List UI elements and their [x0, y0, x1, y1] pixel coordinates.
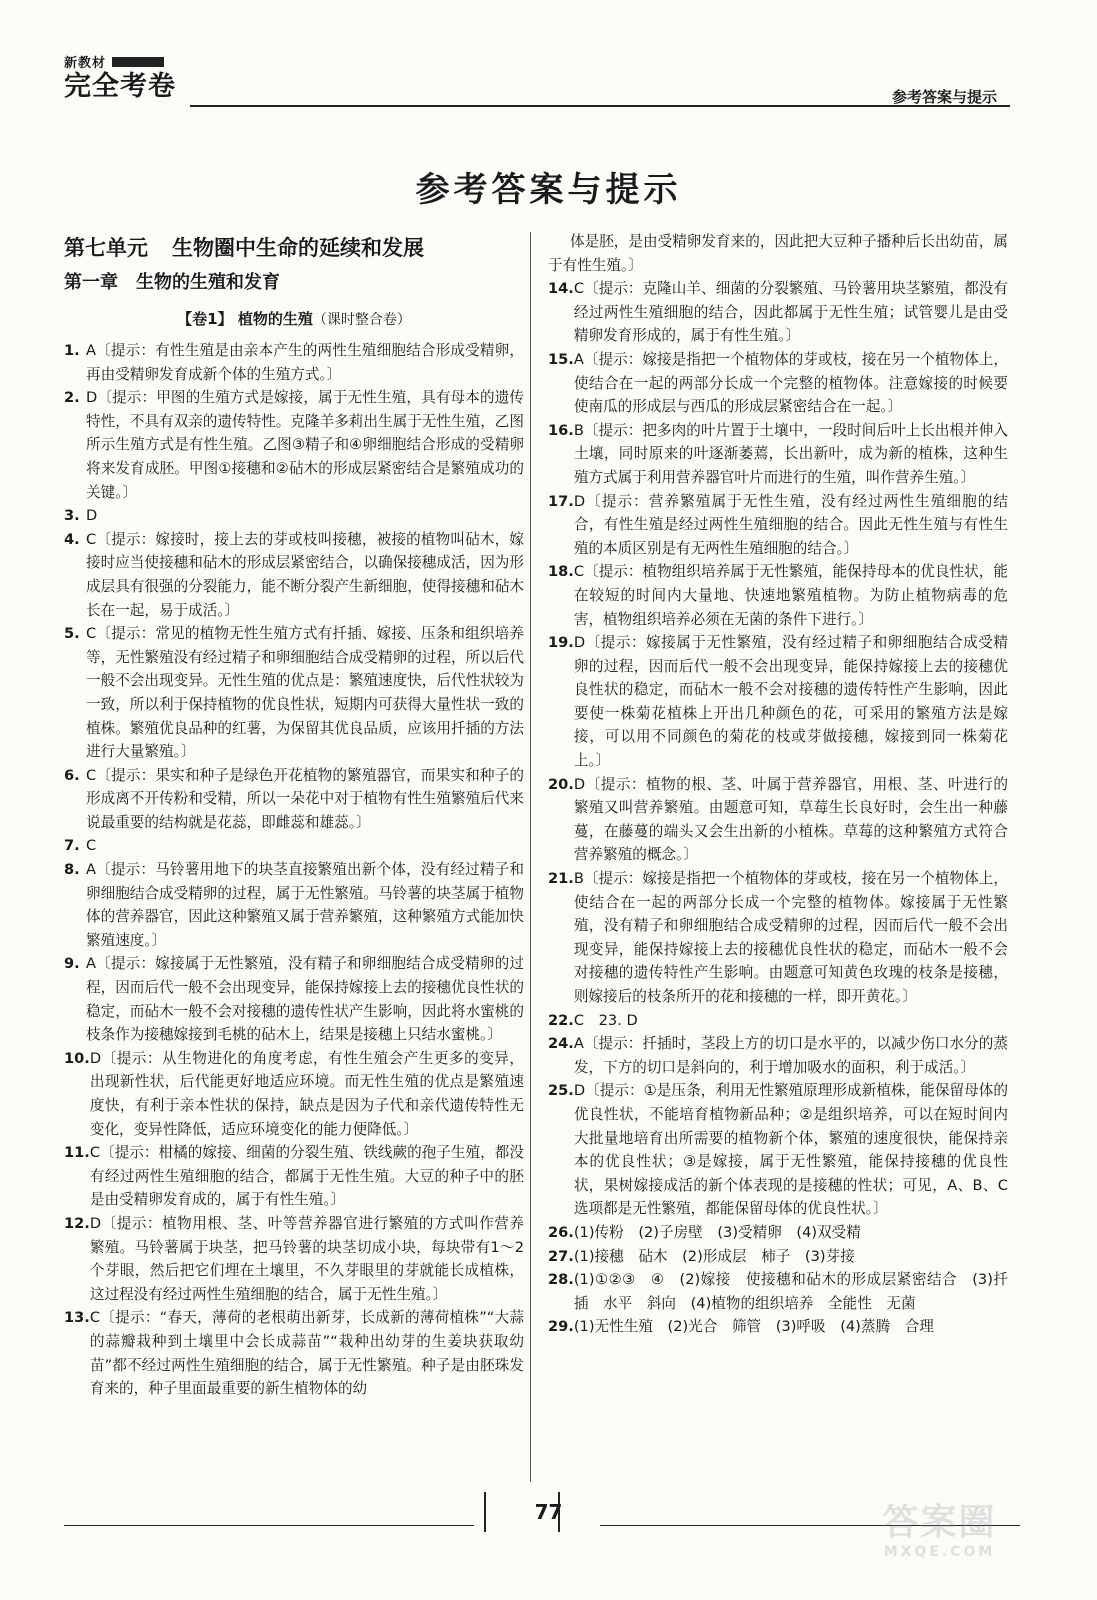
answer-number: 22.	[548, 1011, 574, 1029]
section-label: 【卷1】	[177, 310, 233, 328]
page-number: 77	[534, 1500, 563, 1524]
header-section-title: 参考答案与提示	[891, 88, 997, 106]
answer-item	[548, 277, 1008, 348]
answer-number: 16.	[548, 421, 574, 439]
answer-item	[64, 1212, 524, 1306]
answer-item	[64, 1141, 524, 1212]
answer-item	[548, 1268, 1008, 1315]
answer-text: C〔提示：果实和种子是绿色开花植物的繁殖器官，而果实和种子的形成离不开传粉和受精，所以一朵花中对于植物有性生殖繁殖后代来说最重要的结构就是花蕊，即雌蕊和雄蕊。〕	[86, 766, 524, 831]
answer-number: 21.	[548, 870, 574, 888]
answer-item	[548, 560, 1008, 631]
answer-item	[548, 419, 1008, 490]
chapter-label: 第一章	[64, 272, 118, 293]
right-answer-list	[548, 277, 1008, 1339]
answer-text: A〔提示：嫁接是指把一个植物体的芽或枝，接在另一个植物体上，使结合在一起的两部分长成一个完整的植物体。注意嫁接的时候要使南瓜的形成层与西瓜的形成层紧密结合在一起。〕	[573, 350, 1008, 416]
answer-number: 6.	[64, 766, 80, 784]
answer-number: 24.	[548, 1035, 574, 1053]
header-rule	[190, 105, 1010, 107]
answer-text: C〔提示：嫁接时，接上去的芽或枝叫接穗，被接的植物叫砧木，嫁接时应当使接穗和砧木的形成层紧密结合，以确保接穗成活，因为形成层具有很强的分裂能力，能不断分裂产生新细胞，使得接穗和砧木长在一起，易于成活。〕	[86, 530, 524, 619]
answer-number: 28.	[548, 1271, 574, 1289]
answer-item	[548, 1315, 1008, 1339]
answer-number: 9.	[64, 955, 80, 973]
answer-item	[64, 386, 524, 504]
answer-text: C〔提示：柑橘的嫁接、细菌的分裂生殖、铁线蕨的孢子生殖，都没有经过两性生殖细胞的结合，都属于无性生殖。大豆的种子中的胚是由受精卵发育成的，属于有性生殖。〕	[89, 1144, 524, 1209]
answer-item	[64, 952, 524, 1046]
answer-number: 15.	[548, 350, 574, 368]
chapter-title	[64, 266, 524, 300]
answer-text: D〔提示：营养繁殖属于无性生殖，没有经过两性生殖细胞的结合，有性生殖是经过两性生殖细胞的结合。因此无性生殖与有性生殖的本质区别是有无两性生殖细胞的结合。〕	[573, 492, 1008, 557]
brand-small-text: 新教材	[64, 56, 107, 71]
answer-text: D〔提示：甲图的生殖方式是嫁接，属于无性生殖，具有母本的遗传特性，不具有双亲的遗传特性。克隆羊多莉出生属于无性生殖，乙图所示生殖方式是有性生殖。乙图③精子和④卵细胞结合形成的受精卵将来发育成胚。甲图①接穗和②砧木的形成层紧密结合是繁殖成功的关键。〕	[86, 389, 524, 501]
watermark-url: MXQE.COM	[883, 1544, 996, 1560]
answer-number: 19.	[548, 634, 574, 652]
answer-text: D〔提示：嫁接属于无性繁殖，没有经过精子和卵细胞结合成受精卵的过程，因而后代一般不会出现变异，能保持嫁接上去的接穗优良性状的稳定，而砧木一般不会对接穗的遗传特性产生影响，因此要使一株菊花植株上开出几种颜色的花，可采用的繁殖方法是嫁接，可以用不同颜色的菊花的枝或芽做接穗，嫁接到同一株菊花上。〕	[573, 634, 1008, 770]
answer-text: (1)无性生殖 (2)光合 筛管 (3)呼吸 (4)蒸腾 合理	[573, 1318, 934, 1336]
answer-text: A〔提示：嫁接属于无性繁殖，没有精子和卵细胞结合成受精卵的过程，因而后代一般不会出现变异，能保持嫁接上去的接穗优良性状的稳定，而砧木一般不会对接穗的遗传性状产生影响，因此将水蜜桃的枝条作为接穗嫁接到毛桃的砧木上，结果是接穗上只结水蜜桃。〕	[86, 955, 524, 1044]
answer-number: 13.	[64, 1309, 90, 1327]
answer-item	[64, 528, 524, 622]
column-divider	[530, 232, 531, 1482]
answer-text: A〔提示：扦插时，茎段上方的切口是水平的，以减少伤口水分的蒸发，下方的切口是斜向的，利于增加吸水的面积，利于成活。〕	[573, 1035, 1008, 1076]
answer-number: 20.	[548, 775, 574, 793]
brand-big-text: 完全考卷	[64, 71, 176, 102]
answer-text: (1)接穗 砧木 (2)形成层 柿子 (3)芽接	[573, 1247, 855, 1265]
answer-text: A〔提示：马铃薯用地下的块茎直接繁殖出新个体，没有经过精子和卵细胞结合成受精卵的过程，属于无性繁殖。马铃薯的块茎属于植物体的营养器官，因此这种繁殖又属于营养繁殖，这种繁殖方式能加快繁殖速度。〕	[86, 861, 524, 949]
answer-text: D〔提示：①是压条，利用无性繁殖原理形成新植株，能保留母体的优良性状，不能培育植物新品种；②是组织培养，可以在短时间内大批量地培育出所需要的植物新个体，繁殖的速度很快，能保持亲本的优良性状；③是嫁接，属于无性繁殖，能保持接穗的优良性状，果树嫁接成活的新个体表现的是接穗的性状；可见，A、B、C选项都是无性繁殖，都能保留母体的优良性状。〕	[573, 1082, 1008, 1218]
answer-text: C〔提示：常见的植物无性生殖方式有扦插、嫁接、压条和组织培养等，无性繁殖没有经过精子和卵细胞结合成受精卵的过程，所以后代一般不会出现变异。无性生殖的优点是：繁殖速度快，后代性状较为一致，所以利于保持植物的优良性状，短期内可获得大量性状一致的植株。繁殖优良品种的红薯，为保留其优良品质，应该用扦插的方法进行大量繁殖。〕	[86, 625, 524, 761]
answer-item	[548, 631, 1008, 773]
answer-item	[548, 348, 1008, 419]
left-column	[64, 230, 524, 1401]
footer-rule-left	[64, 1525, 474, 1526]
section-sub: （课时整合卷）	[312, 312, 411, 328]
site-watermark	[852, 1502, 1027, 1572]
answer-number: 17.	[548, 492, 574, 510]
page-title: 参考答案与提示	[415, 170, 682, 210]
answer-text: B〔提示：嫁接是指把一个植物体的芽或枝，接在另一个植物体上，使结合在一起的两部分长成一个完整的植物体。嫁接属于无性繁殖，没有精子和卵细胞结合成受精卵的过程，因而后代一般不会出现变异，能保持嫁接上去的接穗优良性状的稳定，而砧木一般不会对接穗的遗传特性产生影响。由题意可知黄色玫瑰的枝条是接穗，则嫁接后的枝条所开的花和接穗的一样，即开黄花。〕	[573, 870, 1008, 1005]
answer-text: B〔提示：把多肉的叶片置于土壤中，一段时间后叶上长出根并伸入土壤，同时原来的叶逐渐萎蔫，长出新叶，成为新的植株，这种生殖方式属于利用营养器官叶片而进行的生殖，叫作营养生殖。〕	[573, 421, 1008, 486]
answer-item	[548, 1245, 1008, 1269]
answer-number: 8.	[64, 861, 80, 879]
answer-number: 12.	[64, 1214, 90, 1232]
answer-text: C〔提示：“春天，薄荷的老根萌出新芽，长成新的薄荷植株”“大蒜的蒜瓣栽种到土壤里中会长成蒜苗”“栽种出幼芽的生姜块获取幼苗”都不经过两性生殖细胞的结合，属于无性繁殖。种子是由胚珠发育来的，种子里面最重要的新生植物体的幼	[89, 1309, 524, 1398]
chapter-name: 生物的生殖和发育	[136, 272, 280, 293]
answer-text: C〔提示：克隆山羊、细菌的分裂繁殖、马铃薯用块茎繁殖，都没有经过两性生殖细胞的结合，因此都属于无性生殖；试管婴儿是由受精卵发育形成的，属于有性生殖。〕	[573, 280, 1008, 345]
answer-text: C	[86, 837, 97, 855]
answer-text: (1)传粉 (2)子房壁 (3)受精卵 (4)双受精	[573, 1223, 861, 1241]
answer-number: 29.	[548, 1318, 574, 1336]
answer-text: D〔提示：植物的根、茎、叶属于营养器官，用根、茎、叶进行的繁殖又叫营养繁殖。由题意可知，草莓生长良好时，会生出一种藤蔓，在藤蔓的端头又会生出新的小植株。草莓的这种繁殖方式符合营养繁殖的概念。〕	[573, 775, 1008, 864]
answer-number: 26.	[548, 1223, 574, 1241]
answer-item	[64, 1047, 524, 1141]
answer-text: C〔提示：植物组织培养属于无性繁殖，能保持母本的优良性状，能在较短的时间内大量地、快速地繁殖植物。为防止植物病毒的危害，植物组织培养必须在无菌的条件下进行。〕	[573, 563, 1008, 628]
answer-number: 3.	[64, 507, 80, 525]
answer-item	[548, 1221, 1008, 1245]
unit-name: 生物圈中生命的延续和发展	[172, 236, 424, 260]
answer-text: (1)①②③ ④ (2)嫁接 使接穗和砧木的形成层紧密结合 (3)扦插 水平 斜向 (4)植物的组织培养 全能性 无菌	[573, 1271, 1008, 1312]
answer-continuation: 体是胚，是由受精卵发育来的，因此把大豆种子播种后长出幼苗，属于有性生殖。〕	[548, 233, 1008, 274]
answer-item	[64, 858, 524, 952]
answer-item	[64, 764, 524, 835]
answer-text: D〔提示：从生物进化的角度考虑，有性生殖会产生更多的变异，出现新性状，后代能更好地适应环境。而无性生殖的优点是繁殖速度快，有利于亲本性状的保持，缺点是因为子代和亲代遗传特性无变化，变异性降低，适应环境变化的能力便降低。〕	[89, 1049, 524, 1138]
brand-decor-bar	[112, 57, 164, 67]
answer-item	[548, 867, 1008, 1009]
answer-text: C 23. D	[573, 1011, 638, 1029]
answer-number: 25.	[548, 1082, 574, 1100]
answer-item	[548, 1079, 1008, 1221]
footer-bar-right	[558, 1492, 560, 1532]
answer-item	[64, 622, 524, 764]
answer-item	[64, 339, 524, 386]
answer-number: 18.	[548, 563, 574, 581]
right-column	[548, 230, 1008, 1339]
left-answer-list	[64, 339, 524, 1401]
unit-label: 第七单元	[64, 236, 148, 260]
answer-item	[548, 773, 1008, 867]
answer-number: 10.	[64, 1049, 90, 1067]
answer-item	[548, 490, 1008, 561]
answer-item	[64, 834, 524, 858]
answer-text: D〔提示：植物用根、茎、叶等营养器官进行繁殖的方式叫作营养繁殖。马铃薯属于块茎，把马铃薯的块茎切成小块，每块带有1～2个芽眼，然后把它们埋在土壤里，不久芽眼里的芽就能长成植株，这过程没有经过两性生殖细胞的结合，属于无性生殖。〕	[89, 1214, 524, 1303]
answer-number: 14.	[548, 280, 574, 298]
answer-text: D	[86, 507, 98, 525]
answer-number: 4.	[64, 530, 80, 548]
answer-number: 5.	[64, 625, 80, 643]
answer-number: 7.	[64, 837, 80, 855]
watermark-logo-text: 答案圈	[882, 1502, 997, 1543]
answer-item	[64, 1306, 524, 1400]
brand-logo	[64, 52, 194, 102]
answer-number: 11.	[64, 1144, 90, 1162]
answer-item	[548, 1009, 1008, 1033]
answer-text: A〔提示：有性生殖是由亲本产生的两性生殖细胞结合形成受精卵，再由受精卵发育成新个体的生殖方式。〕	[86, 342, 524, 383]
answer-number: 27.	[548, 1247, 574, 1265]
answer-item	[64, 504, 524, 528]
section-title	[64, 302, 524, 337]
answer-number: 1.	[64, 342, 80, 359]
answer-number: 2.	[64, 389, 80, 407]
unit-title	[64, 230, 524, 266]
answer-item	[548, 1032, 1008, 1079]
section-name: 植物的生殖	[237, 310, 313, 328]
